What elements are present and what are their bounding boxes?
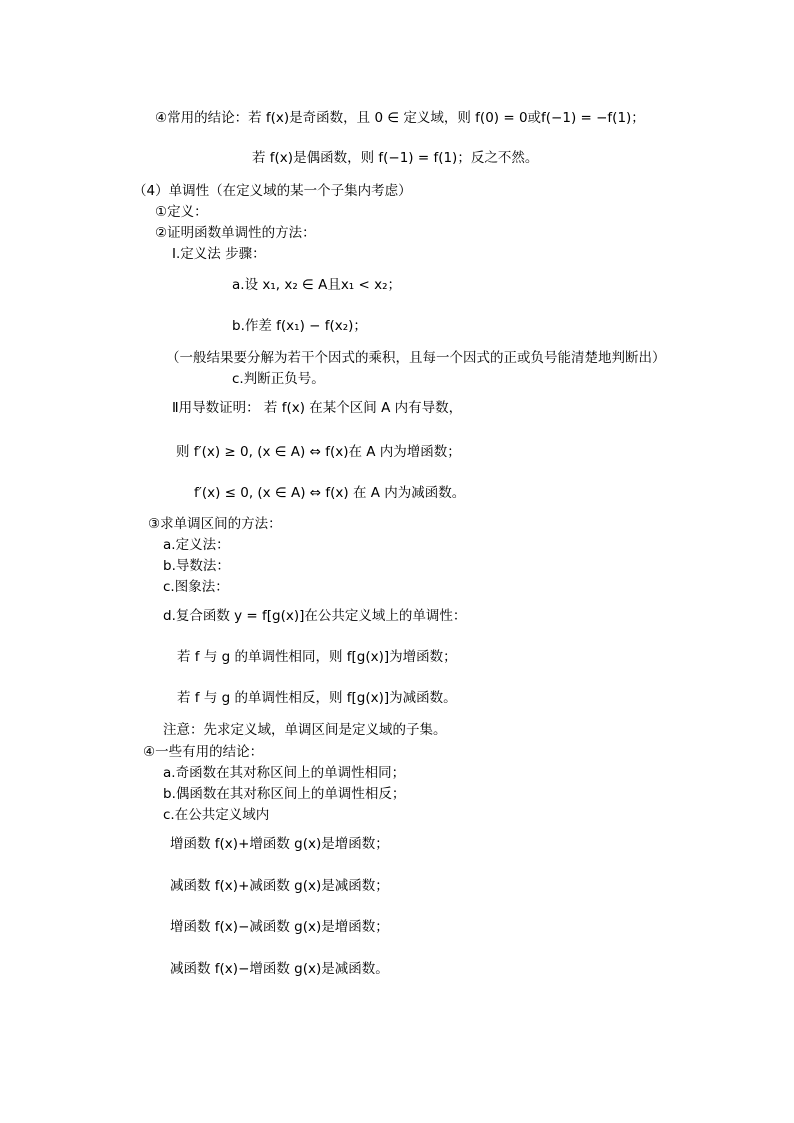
interval-method-a: a.定义法： bbox=[163, 537, 230, 553]
interval-method-c: c.图象法： bbox=[163, 579, 229, 595]
conclusion-a: a.奇函数在其对称区间上的单调性相同； bbox=[163, 765, 406, 781]
step-b-note: （一般结果要分解为若干个因式的乘积，且每一个因式的正或负号能清楚地判断出） bbox=[166, 350, 666, 366]
definition-method-steps: Ⅰ.定义法 步骤： bbox=[172, 246, 266, 262]
composite-opposite: 若 f 与 g 的单调性相反，则 f[g(x)]为减函数。 bbox=[177, 690, 457, 706]
composite-same: 若 f 与 g 的单调性相同，则 f[g(x)]为增函数； bbox=[177, 649, 457, 665]
definition-item: ①定义： bbox=[155, 204, 208, 220]
rule-inc-minus-dec: 增函数 f(x)−减函数 g(x)是增函数； bbox=[170, 919, 389, 935]
rule-dec-minus-inc: 减函数 f(x)−增函数 g(x)是减函数。 bbox=[170, 961, 389, 977]
conclusion-odd-function: ④常用的结论：若 f(x)是奇函数，且 0 ∈ 定义域，则 f(0) = 0或f(−1) = −f(1)； bbox=[155, 110, 645, 126]
step-c: c.判断正负号。 bbox=[232, 371, 325, 387]
conclusion-b: b.偶函数在其对称区间上的单调性相反； bbox=[163, 786, 406, 802]
step-a: a.设 x₁, x₂ ∈ A且x₁ < x₂； bbox=[232, 277, 402, 293]
rule-dec-plus-dec: 减函数 f(x)+减函数 g(x)是减函数； bbox=[170, 878, 389, 894]
proof-methods-heading: ②证明函数单调性的方法： bbox=[155, 225, 316, 241]
interval-method-d: d.复合函数 y = f[g(x)]在公共定义域上的单调性： bbox=[163, 608, 467, 624]
derivative-increasing: 则 f′(x) ≥ 0, (x ∈ A) ⇔ f(x)在 A 内为增函数； bbox=[176, 444, 461, 460]
note: 注意：先求定义域，单调区间是定义域的子集。 bbox=[163, 722, 447, 738]
derivative-decreasing: f′(x) ≤ 0, (x ∈ A) ⇔ f(x) 在 A 内为减函数。 bbox=[194, 485, 466, 501]
section-monotonicity-heading: （4）单调性（在定义域的某一个子集内考虑） bbox=[133, 183, 412, 199]
useful-conclusions-heading: ④一些有用的结论： bbox=[143, 744, 264, 760]
interval-methods-heading: ③求单调区间的方法： bbox=[148, 516, 282, 532]
conclusion-c: c.在公共定义域内 bbox=[163, 807, 270, 823]
interval-method-b: b.导数法： bbox=[163, 558, 230, 574]
step-b: b.作差 f(x₁) − f(x₂)； bbox=[232, 318, 367, 334]
rule-inc-plus-inc: 增函数 f(x)+增函数 g(x)是增函数； bbox=[170, 836, 389, 852]
conclusion-even-function: 若 f(x)是偶函数，则 f(−1) = f(1)；反之不然。 bbox=[252, 150, 539, 166]
derivative-method: Ⅱ用导数证明： 若 f(x) 在某个区间 A 内有导数， bbox=[172, 400, 463, 416]
